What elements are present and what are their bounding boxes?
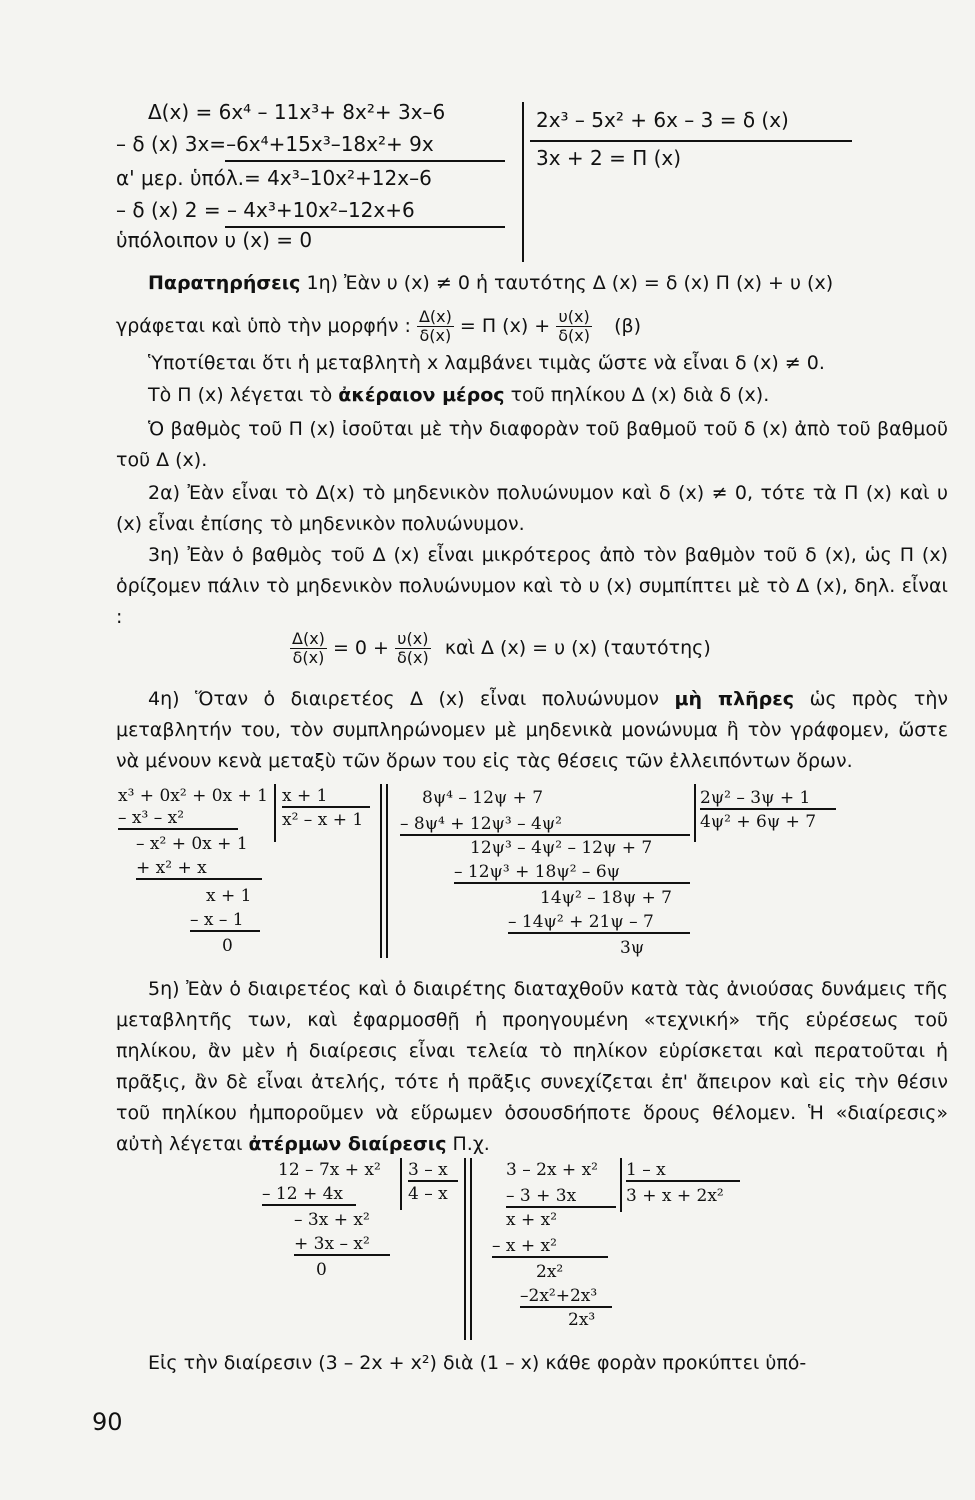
div5-line-4: – x + x² xyxy=(492,1236,608,1258)
div3-line-2: – 8ψ⁴ + 12ψ³ – 4ψ² xyxy=(400,814,690,836)
div5-line-1: 3 – 2x + x² xyxy=(506,1160,598,1180)
div2-line-1: x³ + 0x² + 0x + 1 xyxy=(118,786,268,806)
div3-line-1: 8ψ⁴ – 12ψ + 7 xyxy=(422,788,544,808)
div4-divisor: 3 – x xyxy=(408,1160,458,1182)
div3-line-3: 12ψ³ – 4ψ² – 12ψ + 7 xyxy=(470,838,653,858)
div2-line-6: – x – 1 xyxy=(190,910,260,932)
remark-2: 2α) Ἐὰν εἶναι τὸ Δ(x) τὸ μηδενικὸν πολυώνυμον καὶ δ (x) ≠ 0, τότε τὰ Π (x) καὶ υ (x) εἶναι ἐπίσης τὸ μηδενικὸν πολυώνυμον. xyxy=(116,482,948,535)
div5-line-2: – 3 + 3x xyxy=(506,1186,616,1208)
div4-double-bar-b xyxy=(470,1158,472,1340)
div2-double-bar-a xyxy=(380,784,382,958)
div3-line-4: – 12ψ³ + 18ψ² – 6ψ xyxy=(454,862,690,884)
div5-separator xyxy=(620,1158,622,1212)
div3-line-6: – 14ψ² + 21ψ – 7 xyxy=(508,912,690,934)
div4-line-5: 0 xyxy=(316,1260,327,1280)
div3-quotient: 4ψ² + 6ψ + 7 xyxy=(700,812,817,832)
div1-divisor: 2x³ – 5x² + 6x – 3 = δ (x) xyxy=(536,108,789,132)
div4-line-3: – 3x + x² xyxy=(294,1210,370,1230)
remark-3-formula: $\frac{\Delta(x)}{\delta(x)}$ = 0 + $\frac{\upsilon(x)}{\delta(x)}$ καὶ Δ (x) = υ (x) (ταυτότης) xyxy=(292,629,711,667)
remark-3: 3η) Ἐὰν ὁ βαθμὸς τοῦ Δ (x) εἶναι μικρότερος ἀπὸ τὸν βαθμὸν τοῦ δ (x), ὡς Π (x) ὁρίζομεν πάλιν τὸ μηδενικὸν πολυώνυμον καὶ τὸ υ (x) συμπίπτει μὲ τὸ Δ (x), δηλ. εἶναι : xyxy=(116,544,948,628)
div5-line-6: –2x²+2x³ xyxy=(520,1286,612,1308)
fraction-c: $\frac{\Delta(x)}{\delta(x)}$ xyxy=(292,629,325,667)
div3-line-5: 14ψ² – 18ψ + 7 xyxy=(540,888,672,908)
remarks-title: Παρατηρήσεις xyxy=(148,272,301,294)
fraction-b: $\frac{\upsilon(x)}{\delta(x)}$ xyxy=(558,307,591,345)
div2-line-5: x + 1 xyxy=(206,886,252,906)
remark-1-line-4: Τὸ Π (x) λέγεται τὸ ἀκέραιον μέρος τοῦ πηλίκου Δ (x) διὰ δ (x). xyxy=(148,384,770,406)
div2-line-2: – x³ – x² xyxy=(118,808,238,830)
div1-divisor-rule xyxy=(530,140,852,142)
div3-divisor: 2ψ² – 3ψ + 1 xyxy=(700,788,836,810)
remark-1-line-5: Ὁ βαθμὸς τοῦ Π (x) ἰσοῦται μὲ τὴν διαφορὰν τοῦ βαθμοῦ τοῦ δ (x) ἀπὸ τοῦ βαθμοῦ τοῦ Δ (x). xyxy=(116,418,948,471)
page-number: 90 xyxy=(92,1408,123,1436)
div2-quotient: x² – x + 1 xyxy=(282,810,364,830)
remark-1-line-3: Ὑποτίθεται ὅτι ἡ μεταβλητὴ x λαμβάνει τιμὰς ὥστε νὰ εἶναι δ (x) ≠ 0. xyxy=(148,352,825,374)
div4-quotient: 4 – x xyxy=(408,1184,448,1204)
div1-line-1: Δ(x) = 6x⁴ – 11x³+ 8x²+ 3x–6 xyxy=(148,100,446,124)
div5-quotient: 3 + x + 2x² xyxy=(626,1186,724,1206)
div5-line-7: 2x³ xyxy=(568,1310,596,1330)
div4-line-2: – 12 + 4x xyxy=(262,1184,356,1206)
div2-line-3: – x² + 0x + 1 xyxy=(136,834,248,854)
div1-line-3: α' μερ. ὑπόλ.= 4x³–10x²+12x–6 xyxy=(116,166,432,190)
fraction-a: $\frac{\Delta(x)}{\delta(x)}$ xyxy=(418,307,452,345)
div3-separator xyxy=(694,784,696,842)
div1-line-4: – δ (x) 2 = – 4x³+10x²–12x+6 xyxy=(116,198,415,222)
div1-line-5: ὑπόλοιπον υ (x) = 0 xyxy=(116,228,313,252)
div1-quotient: 3x + 2 = Π (x) xyxy=(536,146,682,170)
div1-line-2: – δ (x) 3x=–6x⁴+15x³–18x²+ 9x xyxy=(116,132,434,156)
remark-1-formula: γράφεται καὶ ὑπὸ τὴν μορφήν : $\frac{\Delta(x)}{\delta(x)}$ = Π (x) + $\frac{\upsilon(x)}{\delta(x)}$ (β) xyxy=(116,307,642,345)
div4-double-bar-a xyxy=(464,1158,466,1340)
fraction-d: $\frac{\upsilon(x)}{\delta(x)}$ xyxy=(397,629,429,667)
remark-1-line-1: Παρατηρήσεις 1η) Ἐὰν υ (x) ≠ 0 ἡ ταυτότης Δ (x) = δ (x) Π (x) + υ (x) xyxy=(148,272,834,294)
div1-rule-2 xyxy=(225,226,505,228)
div4-separator xyxy=(400,1158,402,1210)
div4-line-1: 12 – 7x + x² xyxy=(278,1160,381,1180)
div4-line-4: + 3x – x² xyxy=(294,1234,390,1256)
div5-line-3: x + x² xyxy=(506,1210,558,1230)
div3-line-7: 3ψ xyxy=(620,938,645,958)
div2-divisor: x + 1 xyxy=(282,786,370,808)
remark-5: 5η) Ἐὰν ὁ διαιρετέος καὶ ὁ διαιρέτης διαταχθοῦν κατὰ τὰς ἀνιούσας δυνάμεις τῆς μεταβλητῆς των, καὶ ἐφαρμοσθῇ ἡ προηγουμένη «τεχνική» τῆς εὑρέσεως τοῦ πηλίκου, ἂν μὲν ἡ διαίρεσις εἶναι τελεία τὸ πηλίκον εὑρίσκεται καὶ περατοῦται ἡ πρᾶξις, ἂν δὲ εἶναι ἀτελής, τότε ἡ πρᾶξις συνεχίζεται ἐπ' ἄπειρον καὶ εἰς τὴν θέσιν τοῦ πηλίκου ἠμποροῦμεν νὰ εὕρωμεν ὁσουσδήποτε ὅρους θέλομεν. Ἡ «διαίρεσις» αὐτὴ λέγεται ἀτέρμων διαίρεσις Π.χ. xyxy=(116,978,948,1155)
remark-4: 4η) Ὅταν ὁ διαιρετέος Δ (x) εἶναι πολυώνυμον μὴ πλῆρες ὡς πρὸς τὴν μεταβλητήν του, τὸν συμπληρώνομεν μὲ μηδενικὰ μονώνυμα ἢ τὸν γράφομεν, ὥστε νὰ μένουν κενὰ μεταξὺ τῶν ὅρων του εἰς τὰς θέσεις τῶν ἐλλειπόντων ὅρων. xyxy=(116,688,949,772)
div2-line-7: 0 xyxy=(222,936,233,956)
div2-separator xyxy=(274,784,276,842)
div1-separator xyxy=(522,102,524,262)
div2-line-4: + x² + x xyxy=(136,858,262,880)
div1-rule-1 xyxy=(225,160,505,162)
last-line: Εἰς τὴν διαίρεσιν (3 – 2x + x²) διὰ (1 – x) κάθε φορὰν προκύπτει ὑπό- xyxy=(148,1352,807,1374)
div5-line-5: 2x² xyxy=(536,1262,564,1282)
div2-double-bar-b xyxy=(386,784,388,958)
div5-divisor: 1 – x xyxy=(626,1160,740,1182)
